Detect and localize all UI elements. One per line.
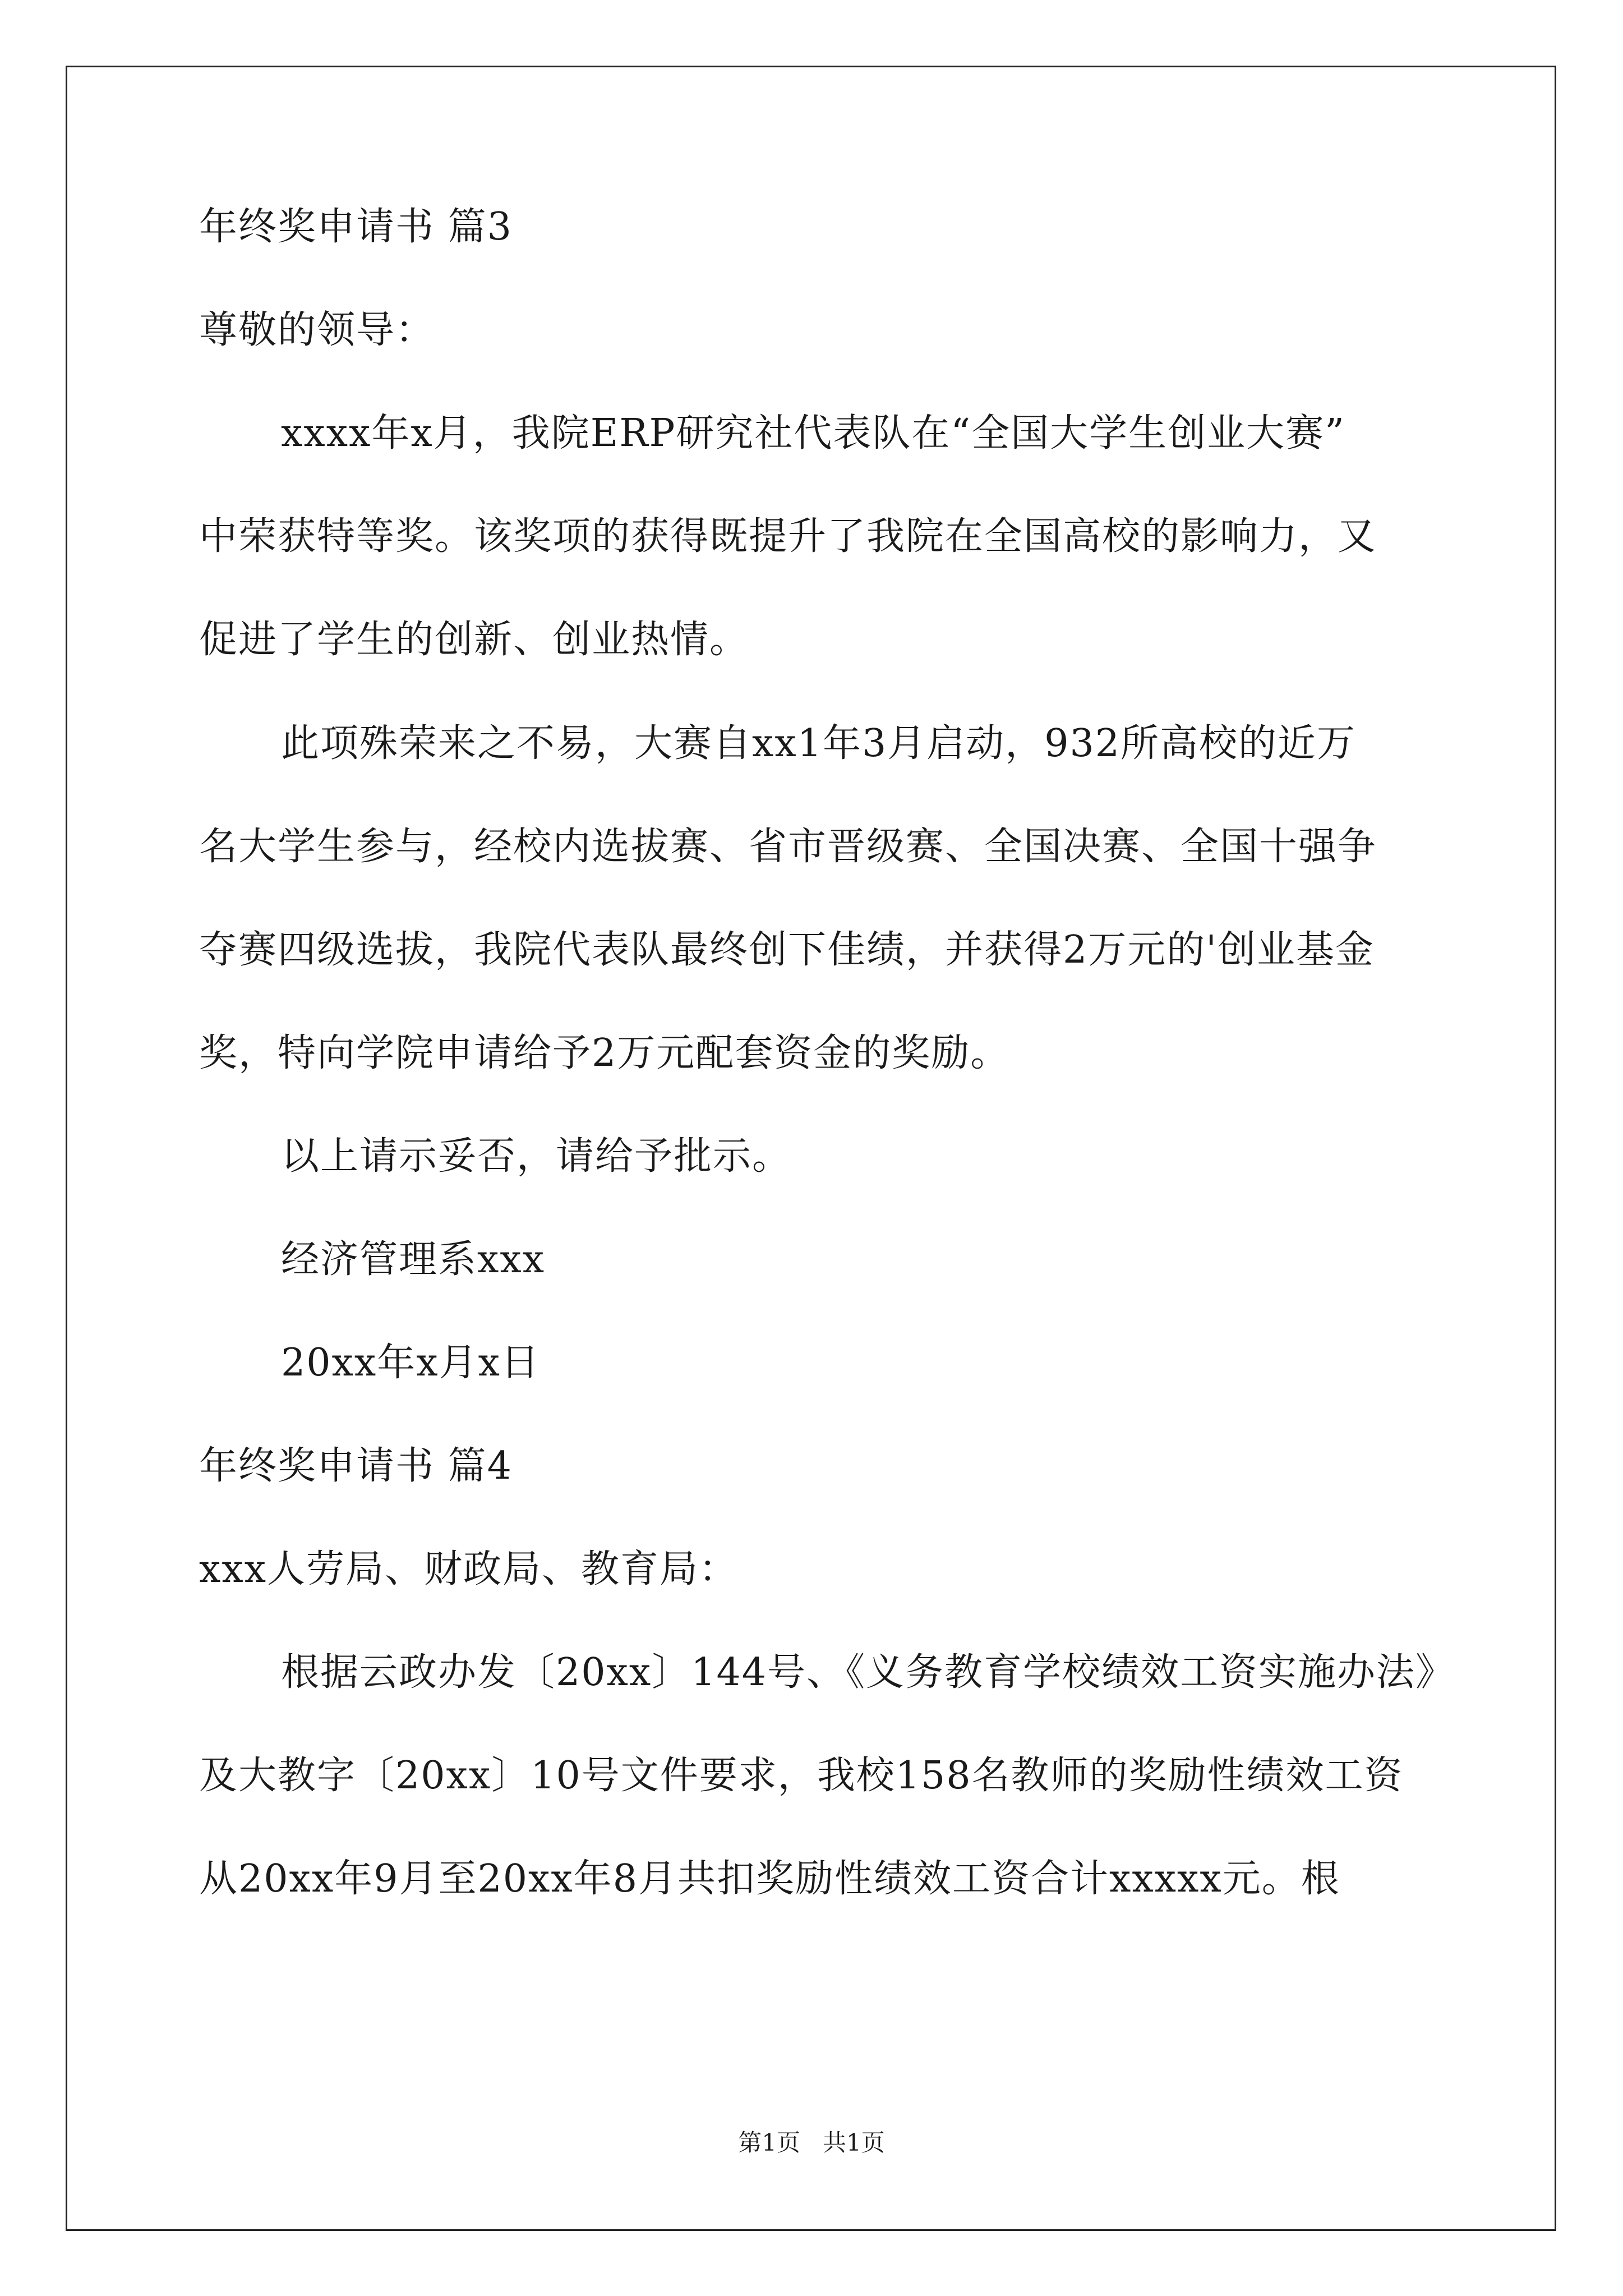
signature-date: 20xx年x月x日	[281, 1341, 540, 1385]
salutation: xxx人劳局、财政局、教育局：	[199, 1547, 739, 1591]
paragraph-line: xxxx年x月，我院ERP研究社代表队在“全国大学生创业大赛”	[281, 411, 1345, 455]
paragraph-line: 及大教字〔20xx〕10号文件要求，我校158名教师的奖励性绩效工资	[199, 1754, 1404, 1798]
section-heading-3: 年终奖申请书 篇3	[199, 205, 513, 249]
closing-request: 以上请示妥否，请给予批示。	[281, 1134, 792, 1179]
paragraph-line: 从20xx年9月至20xx年8月共扣奖励性绩效工资合计xxxxx元。根	[199, 1857, 1340, 1901]
salutation: 尊敬的领导：	[199, 308, 435, 352]
paragraph-line: 根据云政办发〔20xx〕144号、《义务教育学校绩效工资实施办法》	[281, 1650, 1455, 1695]
paragraph-line: 奖，特向学院申请给予2万元配套资金的奖励。	[199, 1031, 1010, 1075]
page-footer: 第1页 共1页	[738, 2129, 885, 2156]
paragraph-line: 促进了学生的创新、创业热情。	[199, 618, 749, 662]
paragraph-line: 中荣获特等奖。该奖项的获得既提升了我院在全国高校的影响力，又	[199, 514, 1377, 559]
signature-department: 经济管理系xxx	[281, 1237, 546, 1282]
section-heading-4: 年终奖申请书 篇4	[199, 1444, 513, 1488]
paragraph-line: 夺赛四级选拔，我院代表队最终创下佳绩，并获得2万元的'创业基金	[199, 928, 1375, 972]
paragraph-line: 此项殊荣来之不易，大赛自xx1年3月启动，932所高校的近万	[281, 721, 1357, 766]
paragraph-line: 名大学生参与，经校内选拔赛、省市晋级赛、全国决赛、全国十强争	[199, 825, 1377, 869]
